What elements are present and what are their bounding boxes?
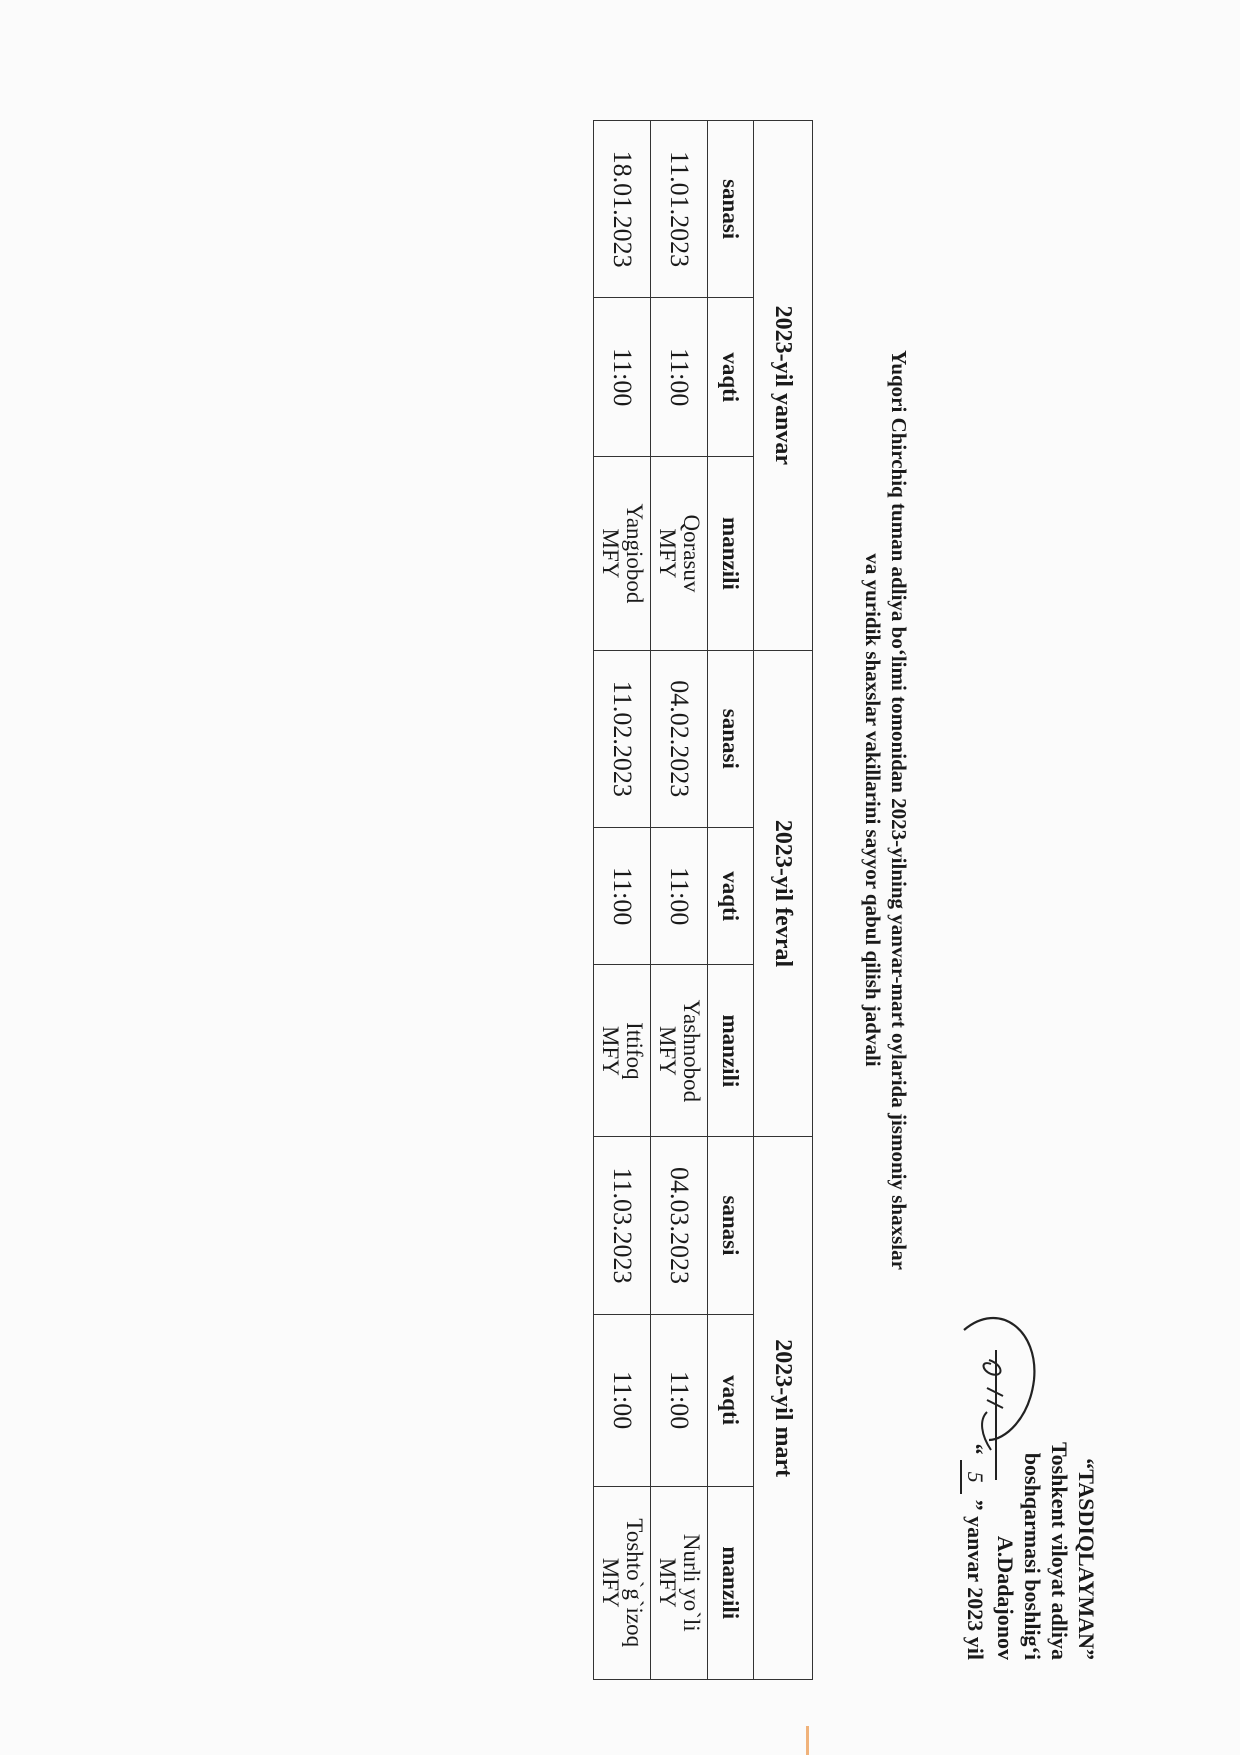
cell-date: 18.01.2023	[594, 121, 651, 298]
cell-address	[594, 965, 651, 1137]
document-title	[860, 230, 912, 1390]
address-type: MFY	[598, 528, 623, 579]
cell-time: 11:00	[651, 827, 708, 965]
column-header-address: manzili	[708, 965, 754, 1137]
cell-address	[594, 1486, 651, 1679]
approval-org-line-1: Toshkent viloyat adliya	[1047, 1441, 1072, 1660]
signature-line	[989, 1330, 1019, 1660]
cell-time: 11:00	[651, 298, 708, 457]
month-header-february: 2023-yil fevral	[754, 650, 813, 1137]
approval-title: “TASDIQLAYMAN”	[1074, 1458, 1099, 1660]
address-name: Qorasuv	[679, 514, 704, 593]
cell-date: 11.03.2023	[594, 1137, 651, 1314]
column-header-address: manzili	[708, 457, 754, 650]
table-row	[651, 121, 708, 1680]
cell-date: 04.02.2023	[651, 650, 708, 827]
cell-time: 11:00	[594, 1314, 651, 1486]
title-line-2: va yuridik shaxslar vakillarini sayyor qabul qilish jadvali	[861, 553, 885, 1067]
handwritten-signature-icon	[949, 1290, 1059, 1490]
column-header-time: vaqti	[708, 827, 754, 965]
month-header-march: 2023-yil mart	[754, 1137, 813, 1680]
column-header-address: manzili	[708, 1486, 754, 1679]
address-type: MFY	[655, 528, 680, 579]
cell-address	[651, 1486, 708, 1679]
scan-edge-mark	[806, 1726, 809, 1755]
cell-date: 11.02.2023	[594, 650, 651, 827]
address-name: Nurli yo`li	[679, 1533, 704, 1632]
cell-date: 04.03.2023	[651, 1137, 708, 1314]
month-header-january: 2023-yil yanvar	[754, 121, 813, 651]
column-header-time: vaqti	[708, 298, 754, 457]
date-rest: yanvar 2023 yil	[963, 1516, 988, 1660]
column-header-time: vaqti	[708, 1314, 754, 1486]
date-day: 5	[960, 1460, 989, 1494]
column-header-date: sanasi	[708, 121, 754, 298]
address-type: MFY	[598, 1557, 623, 1608]
cell-time: 11:00	[651, 1314, 708, 1486]
address-name: Yashnobod	[679, 999, 704, 1103]
address-name: Yangiobod	[622, 503, 647, 604]
cell-address	[651, 457, 708, 650]
approval-org-line-2: boshqarmasi boshlig‘i	[1020, 1452, 1045, 1660]
address-type: MFY	[655, 1557, 680, 1608]
date-close-quote: ”	[963, 1499, 988, 1511]
date-open-quote: “	[963, 1443, 988, 1455]
month-header-row	[754, 121, 813, 1680]
title-line-1: Yuqori Chirchiq tuman adliya bo‘limi tomonidan 2023-yilning yanvar-mart oylarida jismoniy shaxslar	[887, 350, 911, 1270]
signatory-name: A.Dadajonov	[993, 1535, 1018, 1660]
cell-date: 11.01.2023	[651, 121, 708, 298]
address-type: MFY	[598, 1025, 623, 1076]
address-name: Toshto`g`izoq	[622, 1518, 647, 1648]
cell-time: 11:00	[594, 298, 651, 457]
schedule-table	[593, 120, 813, 1680]
cell-address	[651, 965, 708, 1137]
column-header-date: sanasi	[708, 650, 754, 827]
cell-address	[594, 457, 651, 650]
address-name: Ittifoq	[622, 1022, 647, 1080]
column-header-date: sanasi	[708, 1137, 754, 1314]
approval-block	[960, 1330, 1100, 1660]
address-type: MFY	[655, 1025, 680, 1076]
cell-time: 11:00	[594, 827, 651, 965]
table-row	[594, 121, 651, 1680]
column-header-row	[708, 121, 754, 1680]
